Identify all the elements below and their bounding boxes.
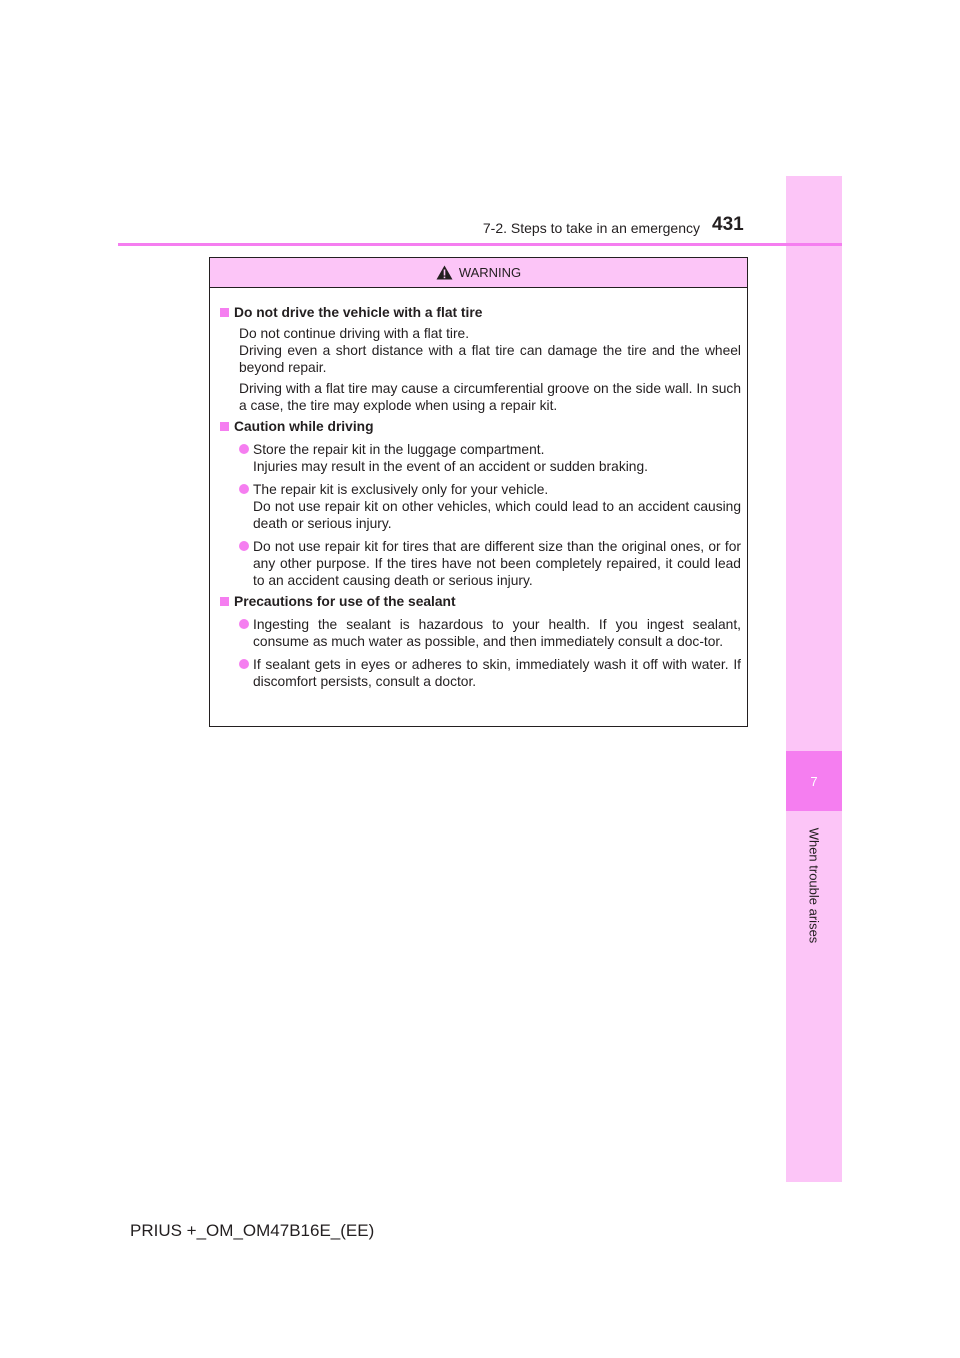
square-bullet-icon	[220, 422, 229, 431]
chapter-title	[786, 820, 842, 950]
list-item: If sealant gets in eyes or adheres to skin, immediately wash it off with water. If discomfort persists, consult a doctor.	[239, 656, 741, 690]
warning-box	[209, 257, 748, 727]
chapter-title-text: When trouble arises	[806, 827, 822, 943]
page-number: 431	[712, 214, 744, 235]
section-heading: Caution while driving	[220, 418, 741, 435]
list-item: The repair kit is exclusively only for your vehicle. Do not use repair kit on other vehicles, which could lead to an accident causing death or serious injury.	[239, 481, 741, 532]
chapter-side-tab	[786, 176, 842, 1182]
chapter-number: 7	[786, 751, 842, 811]
warning-label: WARNING	[458, 265, 522, 280]
warning-triangle-icon	[436, 265, 453, 280]
warning-body	[210, 288, 747, 690]
paragraph: Do not continue driving with a flat tire. Driving even a short distance with a flat tire can damage the tire and the wheel beyond repair.	[239, 326, 741, 375]
warning-header	[210, 258, 747, 288]
circle-bullet-icon	[239, 484, 249, 494]
circle-bullet-icon	[239, 444, 249, 454]
section-title: 7-2. Steps to take in an emergency	[482, 220, 700, 236]
section-heading: Precautions for use of the sealant	[220, 593, 741, 610]
list-item: Do not use repair kit for tires that are different size than the original ones, or for any other purpose. If the tires have not been completely repaired, it could lead to an accident causing death or serious injury.	[239, 538, 741, 589]
circle-bullet-icon	[239, 659, 249, 669]
list-item: Ingesting the sealant is hazardous to your health. If you ingest sealant, consume as much water as possible, and then immediately consult a doc-tor.	[239, 616, 741, 650]
document-code: PRIUS +_OM_OM47B16E_(EE)	[130, 1221, 375, 1240]
square-bullet-icon	[220, 308, 229, 317]
square-bullet-icon	[220, 597, 229, 606]
circle-bullet-icon	[239, 619, 249, 629]
list-item: Store the repair kit in the luggage compartment. Injuries may result in the event of an accident or sudden braking.	[239, 441, 741, 475]
paragraph: Driving with a flat tire may cause a circumferential groove on the side wall. In such a case, the tire may explode when using a repair kit.	[239, 381, 741, 413]
circle-bullet-icon	[239, 541, 249, 551]
section-heading: Do not drive the vehicle with a flat tire	[220, 304, 741, 321]
header-rule	[118, 243, 842, 246]
